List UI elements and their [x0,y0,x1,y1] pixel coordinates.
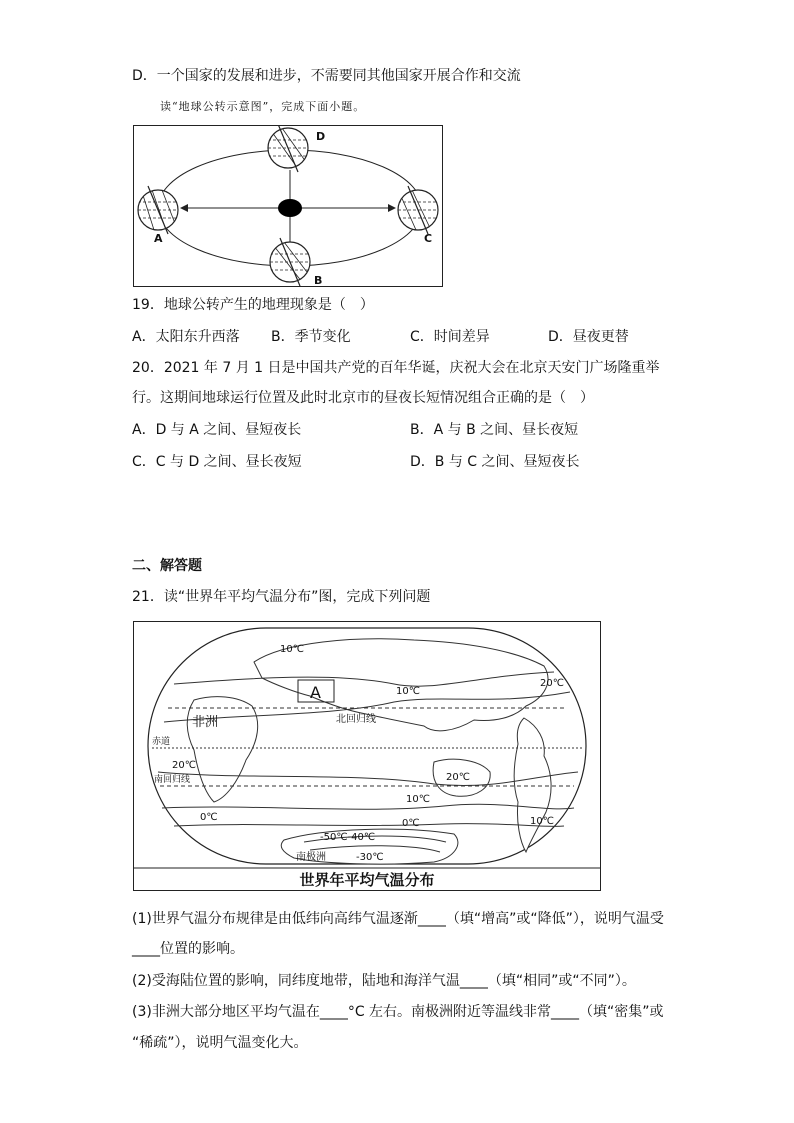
q20-option-b[interactable]: B．A 与 B 之间、昼长夜短 [410,422,579,438]
label-point-a: A [310,683,321,702]
iso-label-10-n2: 10℃ [396,686,420,697]
q21-sub1-line2: ____位置的影响。 [132,941,244,957]
label-antarctica: 南极洲 [296,852,326,863]
section-title: 二、解答题 [132,558,202,574]
map-svg [134,622,600,890]
q20-stem-line1: 20．2021 年 7 月 1 日是中国共产党的百年华诞，庆祝大会在北京天安门广场隆重举 [132,360,660,376]
iso-label-0-s: 0℃ [402,818,420,829]
label-b: B [314,274,323,286]
label-d: D [316,130,326,143]
label-tropic-cancer: 北回归线 [336,714,376,725]
q19-option-d[interactable]: D．昼夜更替 [548,329,629,345]
earth-orbit-diagram [133,125,443,287]
label-c: C [424,232,433,245]
orbit-figure-caption: 读“地球公转示意图”，完成下面小题。 [160,100,366,113]
previous-option-d: D．一个国家的发展和进步，不需要同其他国家开展合作和交流 [132,68,521,84]
q21-sub2: (2)受海陆位置的影响，同纬度地带，陆地和海洋气温____（填“相同”或“不同”）。 [132,973,636,989]
arrowhead-right [388,204,396,212]
q19-option-b[interactable]: B．季节变化 [271,329,351,345]
iso-label-20-s: 20℃ [446,772,470,783]
q21-sub1-line1: (1)世界气温分布规律是由低纬向高纬气温逐渐____（填“增高”或“降低”），说明气温受 [132,911,664,927]
q20-option-a[interactable]: A．D 与 A 之间、昼短夜长 [132,422,302,438]
q20-option-c[interactable]: C．C 与 D 之间、昼长夜短 [132,454,302,470]
iso-label-ant: -50℃-40℃ [320,832,376,843]
label-a: A [154,232,163,245]
label-equator: 赤道 [152,737,171,747]
iso-label-ant2: -30℃ [356,852,384,863]
iso-label-10-s: 10℃ [406,794,430,805]
q19-option-a[interactable]: A．太阳东升西落 [132,329,240,345]
q20-stem-line2: 行。这期间地球运行位置及此时北京市的昼夜长短情况组合正确的是（ ） [132,390,594,406]
iso-label-10-n1: 10℃ [280,644,304,655]
map-title: 世界年平均气温分布 [299,871,435,889]
iso-label-10-se: 10℃ [530,816,554,827]
iso-label-20-ne: 20℃ [540,678,564,689]
label-tropic-capricorn: 南回归线 [154,775,191,785]
q19-stem: 19．地球公转产生的地理现象是（ ） [132,297,374,313]
orbit-svg [134,126,442,286]
iso-label-20-sw: 20℃ [172,760,196,771]
q20-option-d[interactable]: D．B 与 C 之间、昼短夜长 [410,454,580,470]
world-temperature-map [133,621,601,891]
q21-sub3-line1: (3)非洲大部分地区平均气温在____°C 左右。南极洲附近等温线非常____（填“密集”或 [132,1004,664,1020]
iso-label-0-sw: 0℃ [200,812,218,823]
label-africa: 非洲 [192,715,219,730]
q19-option-c[interactable]: C．时间差异 [410,329,490,345]
q21-sub3-line2: “稀疏”），说明气温变化大。 [132,1035,308,1051]
q21-stem: 21．读“世界年平均气温分布”图，完成下列问题 [132,589,431,605]
sun [278,199,302,217]
arrowhead-left [180,204,188,212]
